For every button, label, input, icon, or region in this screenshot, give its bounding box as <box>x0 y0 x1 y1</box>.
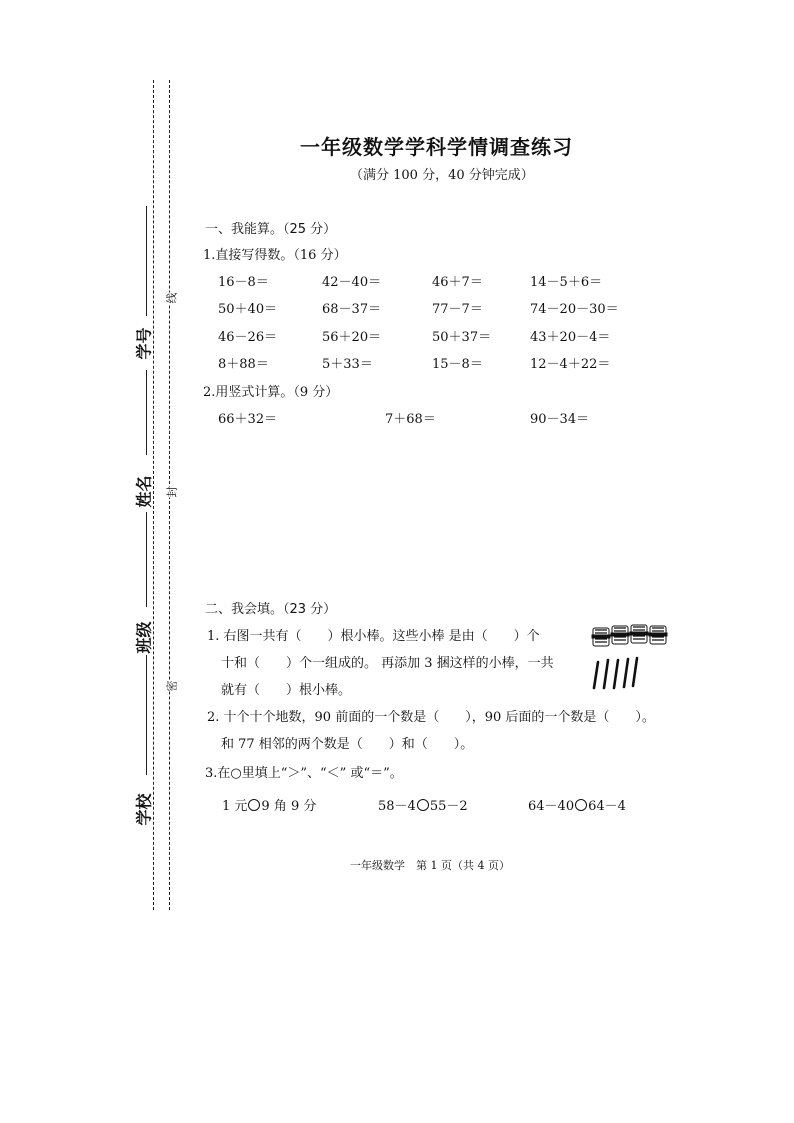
student-id-line <box>146 206 147 316</box>
calc-item: 68－37＝ <box>322 302 382 317</box>
calc-item: 46－26＝ <box>218 330 278 345</box>
compare-item <box>528 795 626 814</box>
compare-left: 1 元 <box>222 799 248 814</box>
stick-bundle <box>611 626 629 644</box>
section2-heading: 二、我会填。（23 分） <box>205 602 337 617</box>
class-label: 班级 <box>134 621 154 654</box>
compare-left: 64－40 <box>528 799 575 814</box>
section1-part1-heading: 1.直接写得数。（16 分） <box>203 248 347 263</box>
section1-heading: 一、我能算。（25 分） <box>205 222 337 237</box>
stick-bundle <box>649 626 667 644</box>
calc-item: 42－40＝ <box>322 275 382 290</box>
calc-item: 56＋20＝ <box>322 330 382 345</box>
compare-right: 64－4 <box>588 799 626 814</box>
sticks-illustration <box>591 622 671 692</box>
calc-item: 15－8＝ <box>432 357 483 372</box>
vertical-calc-item: 7＋68＝ <box>385 412 436 427</box>
calc-item: 8＋88＝ <box>218 357 269 372</box>
fill-q1-line2: 十和（ ）个一组成的。 再添加 3 捆这样的小棒，一共 <box>221 656 554 671</box>
student-id-label: 学号 <box>134 327 154 360</box>
school-line <box>146 655 147 775</box>
page-title: 一年级数学学科学情调查练习 <box>300 135 573 159</box>
vertical-calc-item: 90－34＝ <box>530 412 590 427</box>
class-line <box>146 512 147 607</box>
calc-item: 16－8＝ <box>218 275 269 290</box>
name-line <box>146 370 147 455</box>
section1-part2-heading: 2.用竖式计算。（9 分） <box>203 385 339 400</box>
calc-item: 50＋37＝ <box>432 330 492 345</box>
compare-right: 9 角 9 分 <box>261 799 317 814</box>
compare-circle-icon[interactable] <box>248 799 260 811</box>
calc-item: 77－7＝ <box>432 302 483 317</box>
page-footer: 一年级数学 第 1 页（共 4 页） <box>350 859 510 872</box>
page-subtitle: （满分 100 分，40 分钟完成） <box>350 168 534 183</box>
calc-item: 12－4＋22＝ <box>530 357 611 372</box>
stick-bundle <box>630 625 648 643</box>
compare-circle-icon[interactable] <box>575 799 587 811</box>
school-label: 学校 <box>134 793 154 826</box>
seal-mark-line: 线 <box>165 292 179 304</box>
seal-mark-seal: 封 <box>165 486 179 498</box>
calc-item: 74－20－30＝ <box>530 302 619 317</box>
fill-q1-line3: 就有（ ）根小棒。 <box>221 683 352 698</box>
fill-q2-line1: 2. 十个十个地数，90 前面的一个数是（ ），90 后面的一个数是（ ）。 <box>207 710 655 725</box>
compare-left: 58－4 <box>378 799 416 814</box>
calc-item: 50＋40＝ <box>218 302 278 317</box>
name-label: 姓名 <box>134 475 154 508</box>
calc-item: 46＋7＝ <box>432 275 483 290</box>
single-sticks <box>594 658 637 688</box>
fill-q2-line2: 和 77 相邻的两个数是（ ）和（ ）。 <box>221 737 474 752</box>
compare-item <box>222 795 316 814</box>
fill-q1-line1: 1. 右图一共有（ ）根小棒。这些小棒 是由（ ）个 <box>207 629 540 644</box>
compare-circle-icon[interactable] <box>417 799 429 811</box>
calc-item: 43＋20－4＝ <box>530 330 611 345</box>
compare-item <box>378 795 468 814</box>
vertical-calc-item: 66＋32＝ <box>218 412 278 427</box>
seal-mark-secret: 密 <box>165 680 179 692</box>
stick-bundle <box>592 628 610 646</box>
calc-item: 14－5＋6＝ <box>530 275 603 290</box>
compare-right: 55－2 <box>429 799 468 814</box>
fill-q3-heading: 3.在○里填上“＞”、“＜” 或“＝”。 <box>205 766 403 781</box>
calc-item: 5＋33＝ <box>322 357 373 372</box>
